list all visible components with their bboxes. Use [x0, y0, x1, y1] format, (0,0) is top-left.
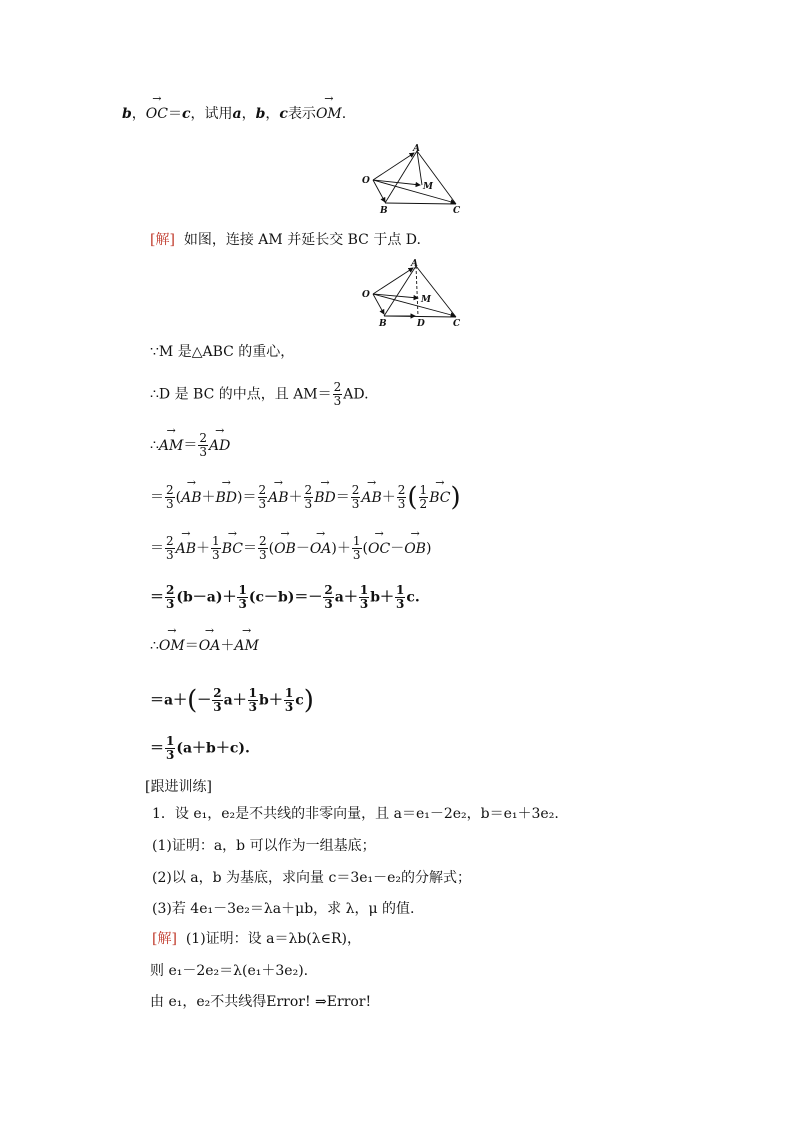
edge-OC — [373, 180, 455, 203]
reason-line — [150, 381, 369, 408]
text: ，试用 — [190, 106, 233, 122]
vec-OC: → OC — [146, 104, 168, 124]
vec-BC: → BC — [222, 539, 243, 559]
sep: ， — [265, 106, 280, 122]
vec-a: a — [232, 106, 242, 122]
fraction: $\frac{1}{3}$ — [248, 686, 258, 714]
edge-AC — [416, 266, 456, 317]
equation-line: ∴→ OM＝→ OA＋→ AM — [150, 636, 259, 656]
vec-BC: → BC — [429, 488, 450, 508]
vec-OM: → OM — [159, 636, 185, 656]
edge-AB — [384, 266, 416, 316]
fraction: $\frac{2}{3}$ — [166, 583, 175, 611]
vec-OC: → OC — [368, 539, 390, 559]
solution-line: 则 e₁－2e₂＝λ(e₁＋3e₂). — [150, 963, 309, 979]
vec-OA: → OA — [310, 539, 332, 559]
solution-line: 由 e₁，e₂不共线得Error! ⇒Error! — [150, 994, 372, 1010]
label-A: A — [413, 144, 420, 154]
vec-BD: → BD — [314, 488, 336, 508]
vec-AB: → AB — [176, 539, 196, 559]
fraction: $\frac{1}{3}$ — [238, 583, 247, 611]
vec-c: c — [182, 106, 191, 122]
text: 表示 — [287, 106, 316, 122]
vec-OM: → OM — [316, 104, 342, 124]
solution-tag: [解] — [152, 931, 177, 947]
triangle-figure-2 — [360, 258, 470, 330]
fraction: $\frac{2}{3}$ — [397, 483, 406, 511]
text: AD. — [343, 386, 369, 403]
vec-AB: → AB — [361, 488, 381, 508]
vec-AB: → AB — [181, 488, 201, 508]
edge-OA — [373, 268, 413, 294]
solution-line: [解] (1)证明：设 a＝λb(λ∈R)， — [152, 931, 362, 947]
label-M: M — [421, 295, 431, 305]
vec-b: b — [122, 106, 132, 122]
label-C: C — [453, 206, 461, 216]
fraction: $\frac{2}{3}$ — [166, 483, 174, 511]
equation-line: ＝ $\frac{2}{3}$ (b－a)＋ $\frac{1}{3}$ (c－b)＝－ $\frac{2}{3}$ a＋ $\frac{1}{3}$ b＋ $\frac{1}{3}$ c. — [150, 583, 420, 611]
edge-OB — [373, 294, 384, 314]
edge-BC — [385, 203, 456, 204]
vec-AM: → AM — [159, 436, 183, 456]
equation-line: ＝ $\frac{2}{3}$ → AB＋ $\frac{1}{3}$ → BC＝ $\frac{2}{3}$ (→ OB－→ OA)＋ $\frac{1}{3}$ (→ OC－→ OB) — [150, 535, 431, 562]
fraction: $\frac{2}{3}$ — [213, 686, 222, 714]
exercise-line: 1．设 e₁，e₂是不共线的非零向量，且 a＝e₁－2e₂，b＝e₁＋3e₂. — [152, 806, 559, 822]
fraction: $\frac{2}{3}$ — [258, 534, 267, 562]
text: ∴D 是 BC 的中点，且 AM＝ — [150, 386, 332, 403]
label-B: B — [379, 319, 387, 329]
fraction: $\frac{2}{3}$ — [258, 483, 267, 511]
edge-AD-dashed — [416, 266, 418, 316]
vec-OB: → OB — [404, 539, 426, 559]
vec-AM: → AM — [234, 636, 258, 656]
sep: ， — [241, 106, 256, 122]
vec-c: c — [279, 106, 288, 122]
label-M: M — [423, 182, 433, 192]
vec-OB: → OB — [274, 539, 296, 559]
fraction: $\frac{2}{3}$ — [304, 483, 313, 511]
exercise-line: (1)证明：a，b 可以作为一组基底； — [152, 838, 376, 854]
vec-AB: → AB — [268, 488, 288, 508]
vec-b: b — [255, 106, 266, 122]
fraction: $\frac{1}{3}$ — [212, 534, 220, 562]
fraction: $\frac{1}{3}$ — [395, 583, 405, 611]
equation-line: ∴→ AM＝ $\frac{2}{3}$ → AD — [150, 432, 230, 459]
fraction: $\frac{1}{3}$ — [284, 686, 294, 714]
label-D: D — [417, 319, 425, 329]
triangle-figure-1 — [360, 143, 470, 218]
fraction: $\frac{1}{2}$ — [419, 483, 428, 511]
solution-intro — [150, 230, 421, 250]
section-heading: [跟进训练] — [145, 779, 212, 795]
reason-line — [150, 342, 294, 362]
text: 如图，连接 AM 并延长交 BC 于点 D. — [183, 232, 421, 248]
label-O: O — [362, 176, 370, 186]
fraction: $\frac{2}{3}$ — [333, 380, 342, 408]
equation-line: ＝ $\frac{2}{3}$ (→ AB＋→ BD)＝ $\frac{2}{3}$ → AB＋ $\frac{2}{3}$ → BD＝ $\frac{2}{3}$ → AB＋ $\frac{2}{3}$ ( $\frac{1}{2}$ → BC) — [150, 484, 461, 511]
label-C: C — [453, 319, 461, 329]
vec-AD: → AD — [209, 436, 230, 456]
solution-tag: [解] — [150, 232, 175, 248]
label-A: A — [411, 259, 418, 269]
equation-line: ＝ $\frac{1}{3}$ (a＋b＋c). — [150, 734, 250, 762]
label-O: O — [362, 290, 370, 300]
eq: ＝ — [168, 106, 182, 122]
fraction: $\frac{1}{3}$ — [166, 734, 175, 762]
period: . — [341, 106, 347, 122]
fraction: $\frac{1}{3}$ — [352, 534, 361, 562]
problem-line — [122, 104, 346, 124]
fraction: $\frac{1}{3}$ — [359, 583, 369, 611]
label-B: B — [380, 206, 388, 216]
vec-OA: → OA — [199, 636, 221, 656]
fraction: $\frac{2}{3}$ — [324, 583, 333, 611]
text: ∵M 是△ABC 的重心， — [150, 344, 295, 360]
fraction: $\frac{2}{3}$ — [351, 483, 360, 511]
vec-BD: → BD — [216, 488, 238, 508]
fraction: $\frac{2}{3}$ — [199, 431, 208, 459]
fraction: $\frac{2}{3}$ — [166, 534, 174, 562]
edge-AC — [417, 151, 456, 204]
equation-line: ＝a＋(－ $\frac{2}{3}$ a＋ $\frac{1}{3}$ b＋ $\frac{1}{3}$ c) — [150, 685, 314, 716]
exercise-line: (3)若 4e₁－3e₂＝λa＋μb，求 λ，μ 的值. — [152, 901, 415, 917]
exercise-line: (2)以 a，b 为基底，求向量 c＝3e₁－e₂的分解式； — [152, 870, 472, 886]
edge-AB — [385, 151, 417, 203]
sep: ， — [131, 106, 146, 122]
